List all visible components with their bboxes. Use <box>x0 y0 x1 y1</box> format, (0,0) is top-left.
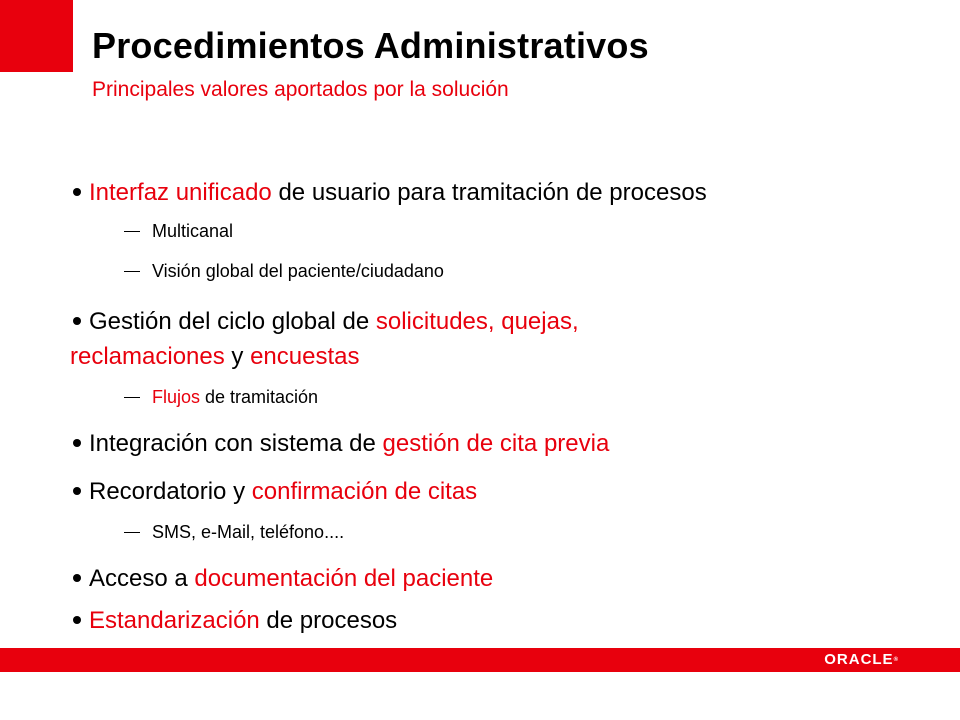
page-subtitle: Principales valores aportados por la solución <box>92 78 509 101</box>
sub-bullet-item <box>124 385 318 409</box>
bullet-item <box>70 428 609 459</box>
oracle-logo <box>824 651 898 669</box>
bullet-text: Recordatorio y <box>89 478 252 505</box>
corner-accent-block <box>0 0 73 72</box>
bullet-dot-icon <box>73 616 81 624</box>
dash-icon <box>124 271 140 272</box>
sub-bullet-text-highlight: Flujos <box>152 387 201 407</box>
bullet-text: y <box>224 343 251 370</box>
bullet-text: Acceso a <box>89 565 195 592</box>
bullet-text: Integración con sistema de <box>89 430 383 457</box>
bullet-text-highlight: reclamaciones <box>70 343 225 370</box>
bullet-item <box>70 563 493 594</box>
bullet-dot-icon <box>73 317 81 325</box>
bullet-text-highlight: documentación del paciente <box>194 565 494 592</box>
footer-bar <box>0 648 960 672</box>
bullet-item <box>70 306 579 337</box>
sub-bullet-text: SMS, e-Mail, teléfono.... <box>152 522 345 542</box>
sub-bullet-item <box>124 259 444 283</box>
bullet-dot-icon <box>73 439 81 447</box>
sub-bullet-item <box>124 219 233 243</box>
bullet-dot-icon <box>73 188 81 196</box>
dash-icon <box>124 231 140 232</box>
bullet-text-highlight: Estandarización <box>89 607 260 634</box>
bullet-text: de procesos <box>259 607 398 634</box>
bullet-item <box>70 476 477 507</box>
bullet-text-highlight: Interfaz unificado <box>89 179 272 206</box>
sub-bullet-item <box>124 520 344 544</box>
bullet-item <box>70 177 707 208</box>
bullet-dot-icon <box>73 574 81 582</box>
bullet-text: de usuario para tramitación de procesos <box>271 179 707 206</box>
page-title: Procedimientos Administrativos <box>92 25 649 66</box>
registered-mark: ® <box>893 657 898 663</box>
dash-icon <box>124 532 140 533</box>
sub-bullet-text: Multicanal <box>152 221 234 241</box>
bullet-text-highlight: gestión de cita previa <box>382 430 610 457</box>
bullet-text-highlight: encuestas <box>250 343 360 370</box>
bullet-continuation <box>70 341 359 372</box>
logo-text: ORACLE <box>824 651 894 668</box>
dash-icon <box>124 397 140 398</box>
bullet-text: Gestión del ciclo global de <box>89 308 376 335</box>
bullet-text-highlight: confirmación de citas <box>251 478 478 505</box>
bullet-item <box>70 605 397 636</box>
sub-bullet-text: de tramitación <box>200 387 319 407</box>
bullet-text-highlight: solicitudes, quejas, <box>375 308 579 335</box>
bullet-dot-icon <box>73 487 81 495</box>
sub-bullet-text: Visión global del paciente/ciudadano <box>152 261 444 281</box>
